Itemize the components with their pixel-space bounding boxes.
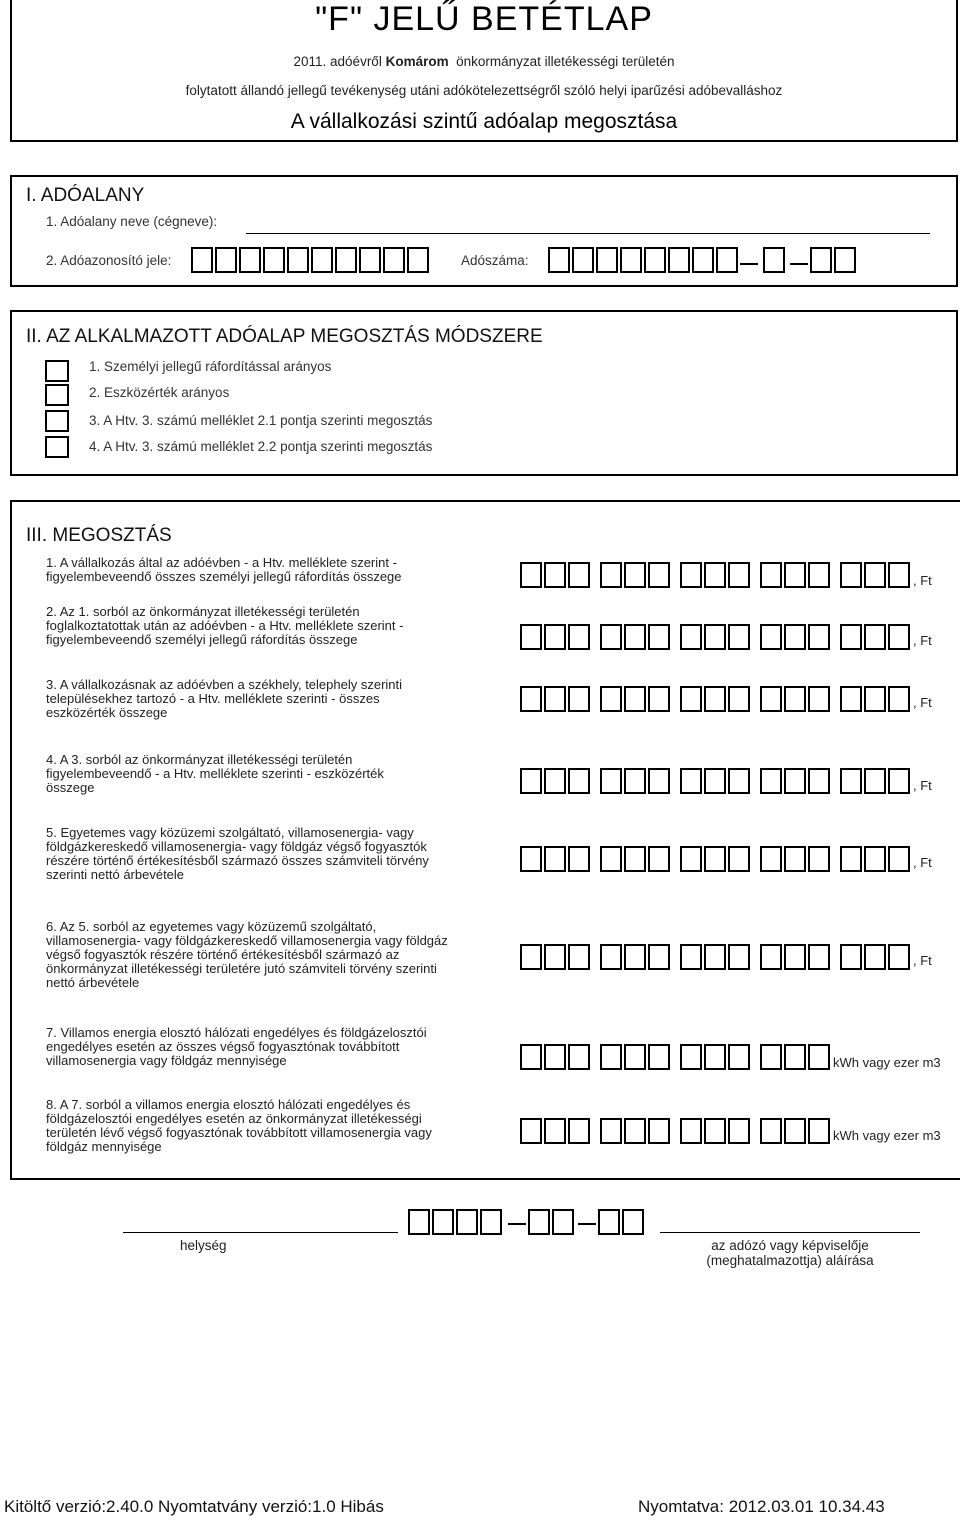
row-1-unit: , Ft (913, 573, 932, 588)
form-title: "F" JELŰ BETÉTLAP (315, 0, 653, 38)
method-option-1-checkbox[interactable] (45, 360, 69, 382)
amount-row-4-digit-box[interactable] (808, 768, 830, 794)
amount-row-4-digit-box[interactable] (864, 768, 886, 794)
amount-row-5-digit-box[interactable] (864, 846, 886, 872)
tax-number-digit-box[interactable] (668, 247, 690, 273)
section-1-title: I. ADÓALANY (26, 185, 145, 206)
tax-number-digit-box[interactable] (596, 247, 618, 273)
amount-row-5-digit-box[interactable] (760, 846, 782, 872)
amount-row-6-digit-box[interactable] (760, 944, 782, 970)
row-5-unit: , Ft (913, 855, 932, 870)
date-separator (508, 1223, 526, 1225)
amount-row-6-digit-box[interactable] (840, 944, 862, 970)
amount-row-7-digit-box[interactable] (784, 1044, 806, 1070)
amount-row-4-digit-box[interactable] (544, 768, 566, 794)
amount-row-6-digit-box[interactable] (888, 944, 910, 970)
amount-row-8-digit-box[interactable] (520, 1118, 542, 1144)
method-option-3-label: 3. A Htv. 3. számú melléklet 2.1 pontja szerinti megosztás (89, 413, 433, 428)
amount-row-1-digit-box[interactable] (544, 562, 566, 588)
amount-row-1-digit-box[interactable] (704, 562, 726, 588)
amount-row-4-digit-box[interactable] (784, 768, 806, 794)
method-option-2-label: 2. Eszközérték arányos (89, 385, 230, 400)
amount-row-3-digit-box[interactable] (704, 686, 726, 712)
amount-row-6-digit-box[interactable] (704, 944, 726, 970)
amount-row-7-digit-box[interactable] (760, 1044, 782, 1070)
amount-row-3-digit-box[interactable] (624, 686, 646, 712)
amount-row-3-digit-box[interactable] (760, 686, 782, 712)
amount-row-4-digit-box[interactable] (568, 768, 590, 794)
amount-row-1-digit-box[interactable] (624, 562, 646, 588)
amount-row-7-digit-box[interactable] (600, 1044, 622, 1070)
tax-number-digit-box[interactable] (834, 247, 856, 273)
method-option-4-label: 4. A Htv. 3. számú melléklet 2.2 pontja szerinti megosztás (89, 439, 433, 454)
amount-row-2-digit-box[interactable] (648, 624, 670, 650)
date-year-box[interactable] (480, 1209, 502, 1235)
tax-id-digit-box[interactable] (239, 247, 261, 273)
date-year-box[interactable] (456, 1209, 478, 1235)
amount-row-4-digit-box[interactable] (648, 768, 670, 794)
amount-row-3-digit-box[interactable] (520, 686, 542, 712)
amount-row-2-digit-box[interactable] (568, 624, 590, 650)
section-3-title: III. MEGOSZTÁS (26, 525, 172, 546)
amount-row-6-digit-box[interactable] (600, 944, 622, 970)
amount-row-3-digit-box[interactable] (544, 686, 566, 712)
row-7-label: 7. Villamos energia elosztó hálózati engedélyes és földgázelosztói engedélyes esetén az összes végső fogyasztónak továbbított villamosenergia vagy földgáz mennyisége (46, 1025, 427, 1068)
amount-row-4-digit-box[interactable] (600, 768, 622, 794)
tax-number-digit-box[interactable] (716, 247, 738, 273)
amount-row-1-digit-box[interactable] (784, 562, 806, 588)
tax-id-label: 2. Adóazonosító jele: (46, 253, 172, 268)
method-option-1-label: 1. Személyi jellegű ráfordítással arányos (89, 359, 332, 374)
amount-row-1-digit-box[interactable] (888, 562, 910, 588)
tax-id-digit-box[interactable] (263, 247, 285, 273)
amount-row-5-digit-box[interactable] (680, 846, 702, 872)
amount-row-1-digit-box[interactable] (680, 562, 702, 588)
amount-row-6-digit-box[interactable] (568, 944, 590, 970)
amount-row-5-digit-box[interactable] (840, 846, 862, 872)
tax-number-digit-box[interactable] (810, 247, 832, 273)
row-3-label: 3. A vállalkozásnak az adóévben a székhely, telephely szerinti településekhez tartozó - a Htv. melléklete szerinti - összes eszközérték összege (46, 677, 403, 720)
date-day-box[interactable] (598, 1209, 620, 1235)
tax-id-digit-box[interactable] (359, 247, 381, 273)
city-name: Komárom (385, 54, 449, 69)
row-4-unit: , Ft (913, 778, 932, 793)
amount-row-2-digit-box[interactable] (888, 624, 910, 650)
row-4-label: 4. A 3. sorból az önkormányzat illetékességi területén figyelembeveendő - a Htv. melléklete szerinti - eszközérték összege (46, 752, 384, 795)
row-6-label: 6. Az 5. sorból az egyetemes vagy közüzemű szolgáltató, villamosenergia- vagy földgázkereskedő villamosenergia vagy földgáz végső fogyasztók részére történő értékesítésből származó az önkormányzat illetékességi területére jutó számviteli törvény szerinti nettó árbevétele (46, 919, 448, 990)
amount-row-2-digit-box[interactable] (624, 624, 646, 650)
row-7-unit: kWh vagy ezer m3 (833, 1055, 941, 1070)
amount-row-6-digit-box[interactable] (864, 944, 886, 970)
amount-row-2-digit-box[interactable] (784, 624, 806, 650)
taxpayer-name-field[interactable] (246, 233, 930, 234)
amount-row-8-digit-box[interactable] (808, 1118, 830, 1144)
tax-id-digit-box[interactable] (287, 247, 309, 273)
amount-row-7-digit-box[interactable] (648, 1044, 670, 1070)
amount-row-7-digit-box[interactable] (680, 1044, 702, 1070)
signature-field[interactable] (660, 1232, 920, 1233)
amount-row-2-digit-box[interactable] (544, 624, 566, 650)
row-8-unit: kWh vagy ezer m3 (833, 1128, 941, 1143)
amount-row-2-digit-box[interactable] (520, 624, 542, 650)
amount-row-8-digit-box[interactable] (680, 1118, 702, 1144)
date-year-box[interactable] (432, 1209, 454, 1235)
header-line-1 (0, 54, 960, 69)
amount-row-7-digit-box[interactable] (520, 1044, 542, 1070)
tax-number-digit-box[interactable] (620, 247, 642, 273)
amount-row-8-digit-box[interactable] (704, 1118, 726, 1144)
tax-number-separator (790, 263, 808, 265)
amount-row-7-digit-box[interactable] (624, 1044, 646, 1070)
tax-number-digit-box[interactable] (548, 247, 570, 273)
amount-row-4-digit-box[interactable] (728, 768, 750, 794)
amount-row-6-digit-box[interactable] (648, 944, 670, 970)
amount-row-1-digit-box[interactable] (568, 562, 590, 588)
amount-row-4-digit-box[interactable] (624, 768, 646, 794)
amount-row-8-digit-box[interactable] (760, 1118, 782, 1144)
method-option-4-checkbox[interactable] (45, 436, 69, 458)
tax-number-digit-box[interactable] (692, 247, 714, 273)
tax-number-digit-box[interactable] (763, 247, 785, 273)
date-month-box[interactable] (552, 1209, 574, 1235)
date-day-box[interactable] (622, 1209, 644, 1235)
footer-version: Kitöltő verzió:2.40.0 Nyomtatvány verzió:1.0 Hibás (4, 1497, 384, 1516)
amount-row-8-digit-box[interactable] (784, 1118, 806, 1144)
amount-row-2-digit-box[interactable] (704, 624, 726, 650)
row-6-unit: , Ft (913, 953, 932, 968)
amount-row-1-digit-box[interactable] (808, 562, 830, 588)
date-year-box[interactable] (408, 1209, 430, 1235)
amount-row-6-digit-box[interactable] (728, 944, 750, 970)
amount-row-1-digit-box[interactable] (600, 562, 622, 588)
amount-row-1-digit-box[interactable] (648, 562, 670, 588)
footer-printed: Nyomtatva: 2012.03.01 10.34.43 (638, 1497, 885, 1516)
amount-row-5-digit-box[interactable] (648, 846, 670, 872)
amount-row-5-digit-box[interactable] (784, 846, 806, 872)
amount-row-4-digit-box[interactable] (840, 768, 862, 794)
amount-row-5-digit-box[interactable] (704, 846, 726, 872)
amount-row-2-digit-box[interactable] (680, 624, 702, 650)
tax-id-digit-box[interactable] (311, 247, 333, 273)
taxpayer-name-label: 1. Adóalany neve (cégneve): (46, 214, 218, 229)
amount-row-3-digit-box[interactable] (600, 686, 622, 712)
tax-id-digit-box[interactable] (383, 247, 405, 273)
amount-row-6-digit-box[interactable] (680, 944, 702, 970)
amount-row-4-digit-box[interactable] (680, 768, 702, 794)
amount-row-2-digit-box[interactable] (840, 624, 862, 650)
amount-row-5-digit-box[interactable] (520, 846, 542, 872)
amount-row-1-digit-box[interactable] (520, 562, 542, 588)
amount-row-3-digit-box[interactable] (648, 686, 670, 712)
amount-row-5-digit-box[interactable] (728, 846, 750, 872)
amount-row-6-digit-box[interactable] (624, 944, 646, 970)
amount-row-3-digit-box[interactable] (568, 686, 590, 712)
amount-row-1-digit-box[interactable] (840, 562, 862, 588)
amount-row-7-digit-box[interactable] (808, 1044, 830, 1070)
date-month-box[interactable] (528, 1209, 550, 1235)
amount-row-1-digit-box[interactable] (864, 562, 886, 588)
amount-row-8-digit-box[interactable] (648, 1118, 670, 1144)
row-5-label: 5. Egyetemes vagy közüzemi szolgáltató, villamosenergia- vagy földgázkereskedő villamosenergia- vagy földgáz végső fogyasztók részére történő értékesítésből származó összes számviteli törvény szerinti nettó árbevétele (46, 825, 429, 882)
row-3-unit: , Ft (913, 695, 932, 710)
amount-row-8-digit-box[interactable] (600, 1118, 622, 1144)
amount-row-3-digit-box[interactable] (728, 686, 750, 712)
tax-id-digit-box[interactable] (335, 247, 357, 273)
tax-number-digit-box[interactable] (644, 247, 666, 273)
amount-row-4-digit-box[interactable] (520, 768, 542, 794)
amount-row-3-digit-box[interactable] (864, 686, 886, 712)
amount-row-7-digit-box[interactable] (568, 1044, 590, 1070)
amount-row-3-digit-box[interactable] (784, 686, 806, 712)
tax-number-label: Adószáma: (461, 253, 529, 268)
amount-row-7-digit-box[interactable] (728, 1044, 750, 1070)
amount-row-3-digit-box[interactable] (888, 686, 910, 712)
row-8-label: 8. A 7. sorból a villamos energia elosztó hálózati engedélyes és földgázelosztói engedélyes esetén az önkormányzat illetékességi területén lévő végső fogyasztónak továbbított villamosenergia vagy földgáz mennyisége (46, 1097, 432, 1154)
row-2-unit: , Ft (913, 633, 932, 648)
amount-row-4-digit-box[interactable] (704, 768, 726, 794)
year-text: 2011. adóévről (293, 54, 382, 69)
method-option-3-checkbox[interactable] (45, 410, 69, 432)
amount-row-5-digit-box[interactable] (624, 846, 646, 872)
place-label: helység (180, 1238, 227, 1253)
amount-row-5-digit-box[interactable] (544, 846, 566, 872)
signature-label: az adózó vagy képviselője (meghatalmazottja) aláírása (706, 1238, 874, 1268)
amount-row-2-digit-box[interactable] (728, 624, 750, 650)
amount-row-6-digit-box[interactable] (544, 944, 566, 970)
place-field[interactable] (123, 1232, 398, 1233)
form-subtitle: A vállalkozási szintű adóalap megosztása (290, 110, 678, 133)
amount-row-6-digit-box[interactable] (520, 944, 542, 970)
tax-number-separator (740, 263, 758, 265)
amount-row-6-digit-box[interactable] (808, 944, 830, 970)
row-1-label: 1. A vállalkozás által az adóévben - a Htv. melléklete szerint - figyelembeveendő összes személyi jellegű ráfordítás összege (46, 555, 402, 584)
amount-row-2-digit-box[interactable] (760, 624, 782, 650)
amount-row-1-digit-box[interactable] (760, 562, 782, 588)
header-line-2: folytatott állandó jellegű tevékenység utáni adókötelezettségről szóló helyi iparűzési adóbevalláshoz (185, 83, 783, 98)
amount-row-8-digit-box[interactable] (544, 1118, 566, 1144)
amount-row-6-digit-box[interactable] (784, 944, 806, 970)
amount-row-3-digit-box[interactable] (680, 686, 702, 712)
tax-id-digit-box[interactable] (191, 247, 213, 273)
amount-row-5-digit-box[interactable] (600, 846, 622, 872)
amount-row-5-digit-box[interactable] (808, 846, 830, 872)
amount-row-2-digit-box[interactable] (600, 624, 622, 650)
amount-row-5-digit-box[interactable] (888, 846, 910, 872)
amount-row-8-digit-box[interactable] (624, 1118, 646, 1144)
amount-row-3-digit-box[interactable] (808, 686, 830, 712)
jurisdiction-text: önkormányzat illetékességi területén (456, 54, 675, 69)
tax-number-digit-box[interactable] (572, 247, 594, 273)
date-separator (578, 1223, 596, 1225)
tax-id-digit-box[interactable] (407, 247, 429, 273)
method-option-2-checkbox[interactable] (45, 384, 69, 406)
amount-row-1-digit-box[interactable] (728, 562, 750, 588)
amount-row-2-digit-box[interactable] (808, 624, 830, 650)
amount-row-4-digit-box[interactable] (760, 768, 782, 794)
amount-row-3-digit-box[interactable] (840, 686, 862, 712)
amount-row-2-digit-box[interactable] (864, 624, 886, 650)
amount-row-4-digit-box[interactable] (888, 768, 910, 794)
amount-row-8-digit-box[interactable] (568, 1118, 590, 1144)
amount-row-7-digit-box[interactable] (544, 1044, 566, 1070)
tax-id-digit-box[interactable] (215, 247, 237, 273)
amount-row-7-digit-box[interactable] (704, 1044, 726, 1070)
row-2-label: 2. Az 1. sorból az önkormányzat illetékességi területén foglalkoztatottak után az adóévben - a Htv. melléklete szerint - figyelembeveendő személyi jellegű ráfordítás összege (46, 604, 404, 647)
amount-row-8-digit-box[interactable] (728, 1118, 750, 1144)
amount-row-5-digit-box[interactable] (568, 846, 590, 872)
section-2-title: II. AZ ALKALMAZOTT ADÓALAP MEGOSZTÁS MÓDSZERE (26, 326, 543, 347)
